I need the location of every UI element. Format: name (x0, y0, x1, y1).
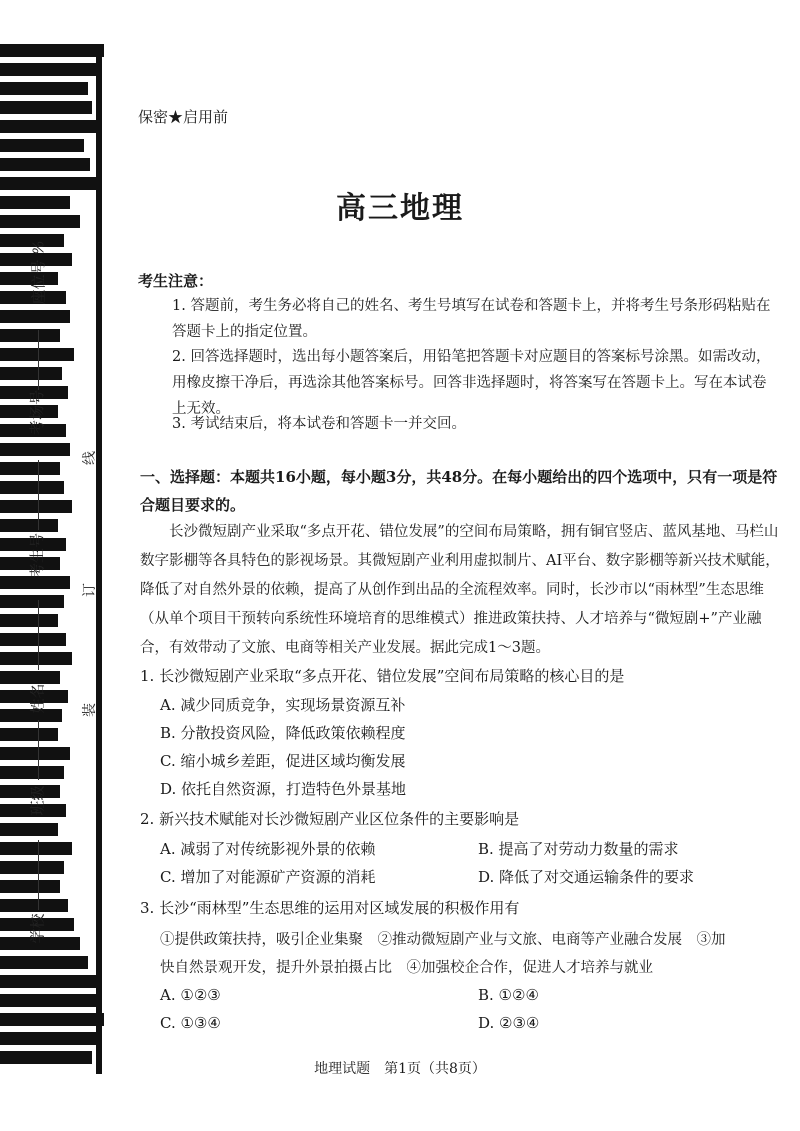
binding-stripe (0, 823, 58, 836)
school-line (38, 840, 39, 910)
binding-stripe (0, 595, 64, 608)
binding-stripe (0, 747, 70, 760)
binding-stripe (0, 671, 60, 684)
question-1-option-c: C. 缩小城乡差距，促进区域均衡发展 (160, 752, 406, 770)
section-heading: 一、选择题：本题共16小题，每小题3分，共48分。在每小题给出的四个选项中，只有一项是符合题目要求的。 (140, 468, 778, 514)
binding-mark-ding: 订 (82, 583, 98, 597)
page-footer: 地理试题 第1页（共8页） (314, 1061, 486, 1077)
binding-stripe (0, 82, 88, 95)
question-3-option-c: C. ①③④ (160, 1014, 221, 1032)
reading-passage: 长沙微短剧产业采取“多点开花、错位发展”的空间布局策略，拥有铜官竖店、蓝风基地、马栏山数字影棚等各具特色的影视场景。其微短剧产业利用虚拟制片、AI平台、数字影棚等新兴技术赋能，降低了对自然外景的依赖，提高了从创作到出品的全流程效率。同时，长沙市以“雨林型”生态思维（从单个项目干预转向系统性环境培育的思维模式）推进政策扶持、人才培养与“微短剧+”产业融合，有效带动了文旅、电商等相关产业发展。据此完成1～3题。 (140, 524, 780, 656)
notice-item-1: 1. 答题前，考生务必将自己的姓名、考生号填写在试卷和答题卡上，并将考生号条形码粘贴在答题卡上的指定位置。 (172, 298, 771, 340)
binding-stripe (0, 443, 70, 456)
binding-stripe (0, 500, 72, 513)
binding-stripe (0, 880, 60, 893)
binding-stripe (0, 348, 74, 361)
page-title: 高三地理 (336, 191, 464, 226)
question-1-option-a: A. 减少同质竞争，实现场景资源互补 (160, 696, 406, 714)
notice-item-3: 3. 考试结束后，将本试卷和答题卡一并交回。 (172, 416, 466, 432)
notice-item-2: 2. 回答选择题时，选出每小题答案后，用铅笔把答题卡对应题目的答案标号涂黑。如需改动，用橡皮擦干净后，再选涂其他答案标号。回答非选择题时，将答案写在答题卡上。写在本试卷上无效。 (172, 349, 771, 417)
binding-stripe (0, 44, 104, 57)
binding-stripe (0, 975, 96, 988)
binding-stripe (0, 861, 64, 874)
binding-mark-line: 线 (82, 451, 98, 465)
class-line (38, 720, 39, 780)
question-1-option-d: D. 依托自然资源，打造特色外景基地 (160, 780, 407, 798)
seat-number-label: 座位号 % (29, 240, 48, 305)
question-1-option-b: B. 分散投资风险，降低政策依赖程度 (160, 724, 406, 742)
binding-stripe (0, 1032, 98, 1045)
question-2-stem: 2. 新兴技术赋能对长沙微短剧产业区位条件的主要影响是 (140, 810, 520, 828)
binding-stripe (0, 1013, 104, 1026)
binding-stripe (0, 101, 92, 114)
binding-stripe (0, 120, 100, 133)
question-3-stem: 3. 长沙“雨林型”生态思维的运用对区域发展的积极作用有 (140, 899, 520, 917)
seat-number-line (38, 330, 39, 390)
question-2-option-c: C. 增加了对能源矿产资源的消耗 (160, 868, 376, 886)
question-1-stem: 1. 长沙微短剧产业采取“多点开花、错位发展”空间布局策略的核心目的是 (140, 667, 625, 685)
binding-stripe (0, 766, 64, 779)
binding-stripe (0, 899, 68, 912)
binding-stripe (0, 63, 96, 76)
notice-heading: 考生注意： (138, 272, 214, 290)
binding-stripe (0, 367, 62, 380)
student-number-label: 考生号 (28, 532, 47, 579)
question-3-statements-line-1: ①提供政策扶持，吸引企业集聚 ②推动微短剧产业与文旅、电商等产业融合发展 ③加 (160, 932, 726, 948)
question-3-option-d: D. ②③④ (478, 1014, 540, 1032)
question-3-option-a: A. ①②③ (160, 986, 221, 1004)
binding-stripe (0, 652, 72, 665)
binding-stripe (0, 158, 90, 171)
binding-stripe (0, 842, 72, 855)
class-label: 班级 (28, 785, 47, 816)
question-3-statements-line-2: 快自然景观开发，提升外景拍摄占比 ④加强校企合作，促进人才培养与就业 (160, 960, 653, 976)
school-label: 学校 (28, 913, 47, 944)
binding-stripe (0, 519, 58, 532)
exam-room-label: 考场号 (28, 389, 47, 436)
question-3-option-b: B. ①②④ (478, 986, 539, 1004)
binding-mark-zhuang: 装 (82, 703, 98, 717)
binding-stripe (0, 633, 66, 646)
binding-stripe (0, 139, 84, 152)
binding-stripe (0, 994, 100, 1007)
binding-stripe (0, 462, 60, 475)
question-2-option-a: A. 减弱了对传统影视外景的依赖 (160, 840, 376, 858)
question-2-option-d: D. 降低了对交通运输条件的要求 (478, 868, 695, 886)
name-label: 姓名 (28, 683, 47, 714)
binding-stripe (0, 329, 60, 342)
name-line (38, 600, 39, 670)
student-number-line (38, 460, 39, 530)
binding-stripe (0, 310, 70, 323)
confidential-mark: 保密★启用前 (138, 108, 229, 126)
question-2-option-b: B. 提高了对劳动力数量的需求 (478, 840, 679, 858)
binding-stripe (0, 481, 64, 494)
binding-stripe (0, 614, 58, 627)
binding-stripe (0, 728, 58, 741)
binding-stripe (0, 956, 88, 969)
